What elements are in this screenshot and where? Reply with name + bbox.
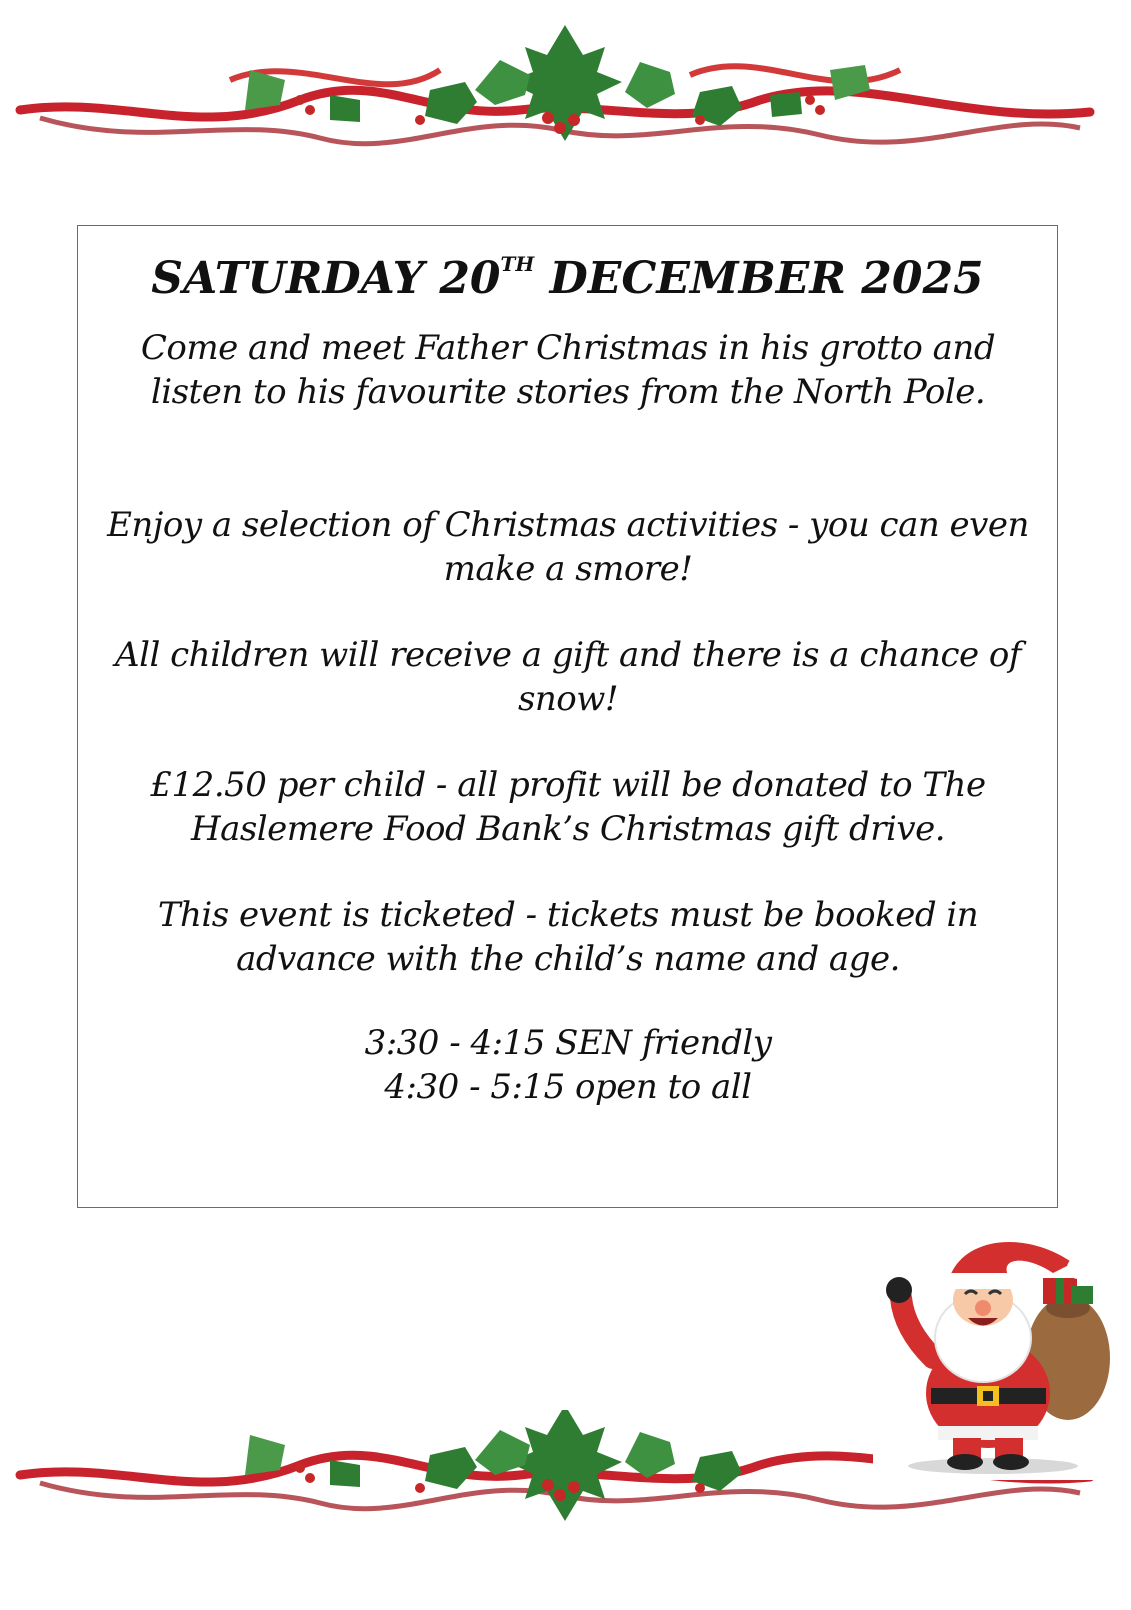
event-details-frame	[77, 225, 1058, 1208]
session-time-2: 4:30 - 5:15 open to all	[384, 1067, 752, 1107]
santa-illustration	[873, 1228, 1115, 1480]
activities-paragraph: Enjoy a selection of Christmas activities - you can even make a smore!	[107, 505, 1029, 589]
event-date-title: SATURDAY 20TH DECEMBER 2025	[151, 252, 984, 304]
price-paragraph: £12.50 per child - all profit will be donated to The Haslemere Food Bank’s Christmas gift drive.	[150, 765, 986, 849]
grotto-paragraph: Come and meet Father Christmas in his grotto and listen to his favourite stories from the North Pole.	[140, 328, 996, 412]
session-time-1: 3:30 - 4:15 SEN friendly	[364, 1023, 772, 1063]
holly-garland-top	[0, 0, 1131, 200]
ticket-paragraph: This event is ticketed - tickets must be booked in advance with the child’s name and age.	[157, 895, 979, 979]
gift-paragraph: All children will receive a gift and there is a chance of snow!	[115, 635, 1021, 719]
